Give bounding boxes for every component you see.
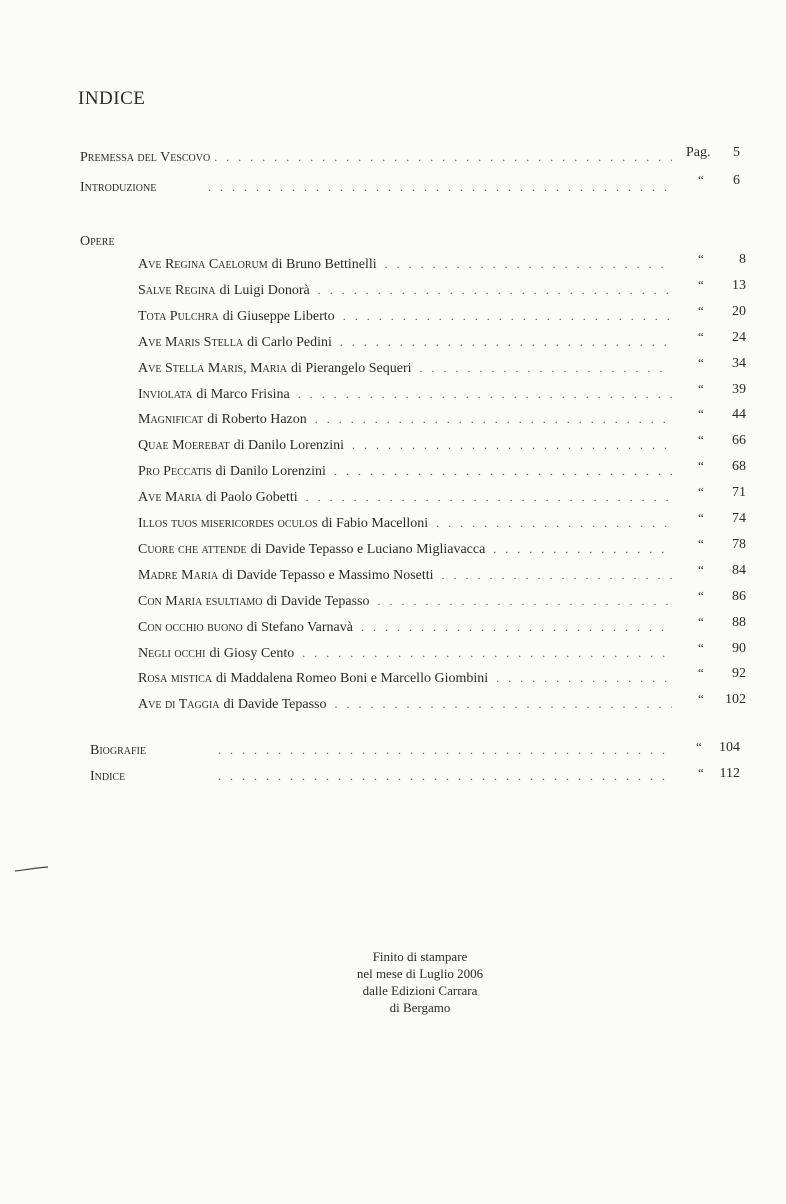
toc-work-entry xyxy=(138,620,672,642)
toc-work-entry xyxy=(138,516,672,538)
toc-work-entry xyxy=(138,646,672,668)
page-number: 6 xyxy=(733,173,740,188)
toc-page-ref xyxy=(698,406,746,428)
work-title: Ave Regina Caelorum xyxy=(138,257,268,272)
work-title: Pro Peccatis xyxy=(138,464,212,479)
colophon-line: di Bergamo xyxy=(389,1000,451,1015)
page-number: 112 xyxy=(719,766,740,781)
toc-work-entry xyxy=(138,697,672,719)
work-author: di Pierangelo Sequeri xyxy=(291,361,412,376)
toc-page-ref xyxy=(698,458,746,480)
ditto-mark: “ xyxy=(698,381,704,396)
toc-page-ref xyxy=(698,277,746,299)
work-title: Con occhio buono xyxy=(138,620,243,635)
toc-entry-introduzione xyxy=(80,180,672,202)
work-title: Ave Stella Maris, Maria xyxy=(138,361,288,376)
leader-dots xyxy=(218,743,672,758)
toc-work-entry xyxy=(138,594,672,616)
leader-dots xyxy=(334,464,672,479)
work-title: Ave Maris Stella xyxy=(138,335,244,350)
leader-dots xyxy=(208,180,672,195)
toc-page-ref xyxy=(698,484,746,506)
toc-work-entry xyxy=(138,387,672,409)
work-author: di Davide Tepasso xyxy=(266,594,370,609)
toc-page-ref xyxy=(698,303,746,325)
work-title: Ave Maria xyxy=(138,490,202,505)
work-author: di Maddalena Romeo Boni e Marcello Giombini xyxy=(215,671,489,686)
leader-dots xyxy=(436,516,672,531)
toc-page-ref xyxy=(698,665,746,687)
page-number: 102 xyxy=(725,692,746,707)
leader-dots xyxy=(298,387,672,402)
page-number: 71 xyxy=(732,485,746,500)
toc-work-entry xyxy=(138,438,672,460)
work-author: di Danilo Lorenzini xyxy=(215,464,326,479)
pag-label: Pag. xyxy=(686,145,711,160)
ditto-mark: “ xyxy=(698,277,704,292)
leader-dots xyxy=(334,697,672,712)
leader-dots xyxy=(306,490,672,505)
work-author: di Davide Tepasso e Luciano Migliavacca xyxy=(250,542,486,557)
toc-page-ref xyxy=(698,172,740,194)
toc-entry-indice xyxy=(90,769,672,791)
toc-page-ref xyxy=(698,765,740,787)
colophon-line: dalle Edizioni Carrara xyxy=(362,983,478,998)
toc-work-entry xyxy=(138,283,672,305)
page-number: 24 xyxy=(732,330,746,345)
ditto-mark: “ xyxy=(698,406,704,421)
page-number: 5 xyxy=(733,145,740,160)
work-author: di Giuseppe Liberto xyxy=(222,309,335,324)
ditto-mark: “ xyxy=(698,172,704,187)
leader-dots xyxy=(302,646,672,661)
leader-dots xyxy=(442,568,672,583)
work-author: di Bruno Bettinelli xyxy=(271,257,377,272)
work-author: di Luigi Donorà xyxy=(219,283,310,298)
ditto-mark: “ xyxy=(698,562,704,577)
toc-page-ref xyxy=(698,562,746,584)
colophon xyxy=(0,948,786,1016)
leader-dots xyxy=(340,335,672,350)
ditto-mark: “ xyxy=(698,484,704,499)
leader-dots xyxy=(315,412,672,427)
toc-page-ref xyxy=(698,381,746,403)
toc-work-entry xyxy=(138,361,672,383)
page-number: 88 xyxy=(732,615,746,630)
leader-dots xyxy=(352,438,672,453)
page-number: 86 xyxy=(732,589,746,604)
toc-entry-label: Introduzione xyxy=(80,180,157,195)
page-number: 74 xyxy=(732,511,746,526)
leader-dots xyxy=(343,309,672,324)
page-number: 90 xyxy=(732,641,746,656)
toc-work-entry xyxy=(138,412,672,434)
toc-entry-premessa xyxy=(80,150,672,172)
toc-page-ref xyxy=(698,691,746,713)
toc-page-ref xyxy=(698,536,746,558)
ditto-mark: “ xyxy=(698,765,704,780)
ditto-mark: “ xyxy=(698,588,704,603)
work-title: Illos tuos misericordes oculos xyxy=(138,516,318,531)
work-title: Con Maria esultiamo xyxy=(138,594,263,609)
toc-page-ref xyxy=(698,355,746,377)
leader-dots xyxy=(378,594,673,609)
ditto-mark: “ xyxy=(698,691,704,706)
work-author: di Giosy Cento xyxy=(209,646,295,661)
page-number: 84 xyxy=(732,563,746,578)
work-author: di Davide Tepasso e Massimo Nosetti xyxy=(222,568,434,583)
ditto-mark: “ xyxy=(698,303,704,318)
leader-dots xyxy=(214,150,672,165)
work-title: Quae Moerebat xyxy=(138,438,230,453)
work-title: Ave di Taggia xyxy=(138,697,220,712)
toc-entry-biografie xyxy=(90,743,672,765)
toc-work-entry xyxy=(138,335,672,357)
toc-work-entry xyxy=(138,257,672,279)
page-number: 39 xyxy=(732,382,746,397)
leader-dots xyxy=(385,257,672,272)
section-heading-opere: Opere xyxy=(80,234,115,249)
work-author: di Stefano Varnavà xyxy=(246,620,353,635)
ditto-mark: “ xyxy=(698,432,704,447)
work-title: Magnificat xyxy=(138,412,204,427)
ditto-mark: “ xyxy=(698,665,704,680)
work-author: di Paolo Gobetti xyxy=(205,490,298,505)
toc-entry-label: Indice xyxy=(90,769,126,784)
work-title: Inviolata xyxy=(138,387,193,402)
work-author: di Danilo Lorenzini xyxy=(233,438,345,453)
ditto-mark: “ xyxy=(698,251,704,266)
toc-page-ref xyxy=(698,329,746,351)
work-title: Tota Pulchra xyxy=(138,309,219,324)
ditto-mark: “ xyxy=(698,614,704,629)
work-author: di Fabio Macelloni xyxy=(321,516,429,531)
page-number: 104 xyxy=(719,740,740,755)
leader-dots xyxy=(318,283,672,298)
toc-page-ref xyxy=(698,251,746,273)
page-number: 8 xyxy=(739,252,746,267)
toc-page-ref xyxy=(698,588,746,610)
work-title: Rosa mistica xyxy=(138,671,212,686)
ditto-mark: “ xyxy=(698,329,704,344)
toc-work-entry xyxy=(138,464,672,486)
page-number: 68 xyxy=(732,459,746,474)
work-title: Negli occhi xyxy=(138,646,206,661)
toc-entry-label: Biografie xyxy=(90,743,147,758)
leader-dots xyxy=(361,620,672,635)
leader-dots xyxy=(496,671,672,686)
toc-work-entry xyxy=(138,568,672,590)
ditto-mark: “ xyxy=(698,458,704,473)
colophon-line: Finito di stampare xyxy=(372,949,468,964)
toc-page-ref xyxy=(698,614,746,636)
toc-work-entry xyxy=(138,490,672,512)
work-author: di Davide Tepasso xyxy=(223,697,327,712)
page-title: INDICE xyxy=(78,88,146,109)
colophon-line: nel mese di Luglio 2006 xyxy=(356,966,484,981)
page-number: 34 xyxy=(732,356,746,371)
work-author: di Marco Frisina xyxy=(196,387,290,402)
toc-work-entry xyxy=(138,542,672,564)
work-title: Salve Regina xyxy=(138,283,216,298)
pencil-mark xyxy=(14,866,50,872)
ditto-mark: “ xyxy=(698,640,704,655)
ditto-mark: “ xyxy=(698,510,704,525)
page-number: 13 xyxy=(732,278,746,293)
leader-dots xyxy=(218,769,672,784)
work-title: Madre Maria xyxy=(138,568,219,583)
toc-page-ref xyxy=(696,739,740,761)
toc-page-ref xyxy=(686,145,740,167)
toc-page-ref xyxy=(698,510,746,532)
work-author: di Carlo Pedini xyxy=(247,335,332,350)
page-number: 78 xyxy=(732,537,746,552)
page-number: 20 xyxy=(732,304,746,319)
toc-page-ref xyxy=(698,640,746,662)
leader-dots xyxy=(420,361,672,376)
page-number: 66 xyxy=(732,433,746,448)
leader-dots xyxy=(493,542,672,557)
toc-entry-label: Premessa del Vescovo xyxy=(80,150,211,165)
work-author: di Roberto Hazon xyxy=(207,412,307,427)
page-number: 44 xyxy=(732,407,746,422)
toc-work-entry xyxy=(138,671,672,693)
toc-work-entry xyxy=(138,309,672,331)
toc-page-ref xyxy=(698,432,746,454)
ditto-mark: “ xyxy=(698,536,704,551)
page-number: 92 xyxy=(732,666,746,681)
ditto-mark: “ xyxy=(696,739,702,754)
ditto-mark: “ xyxy=(698,355,704,370)
work-title: Cuore che attende xyxy=(138,542,247,557)
